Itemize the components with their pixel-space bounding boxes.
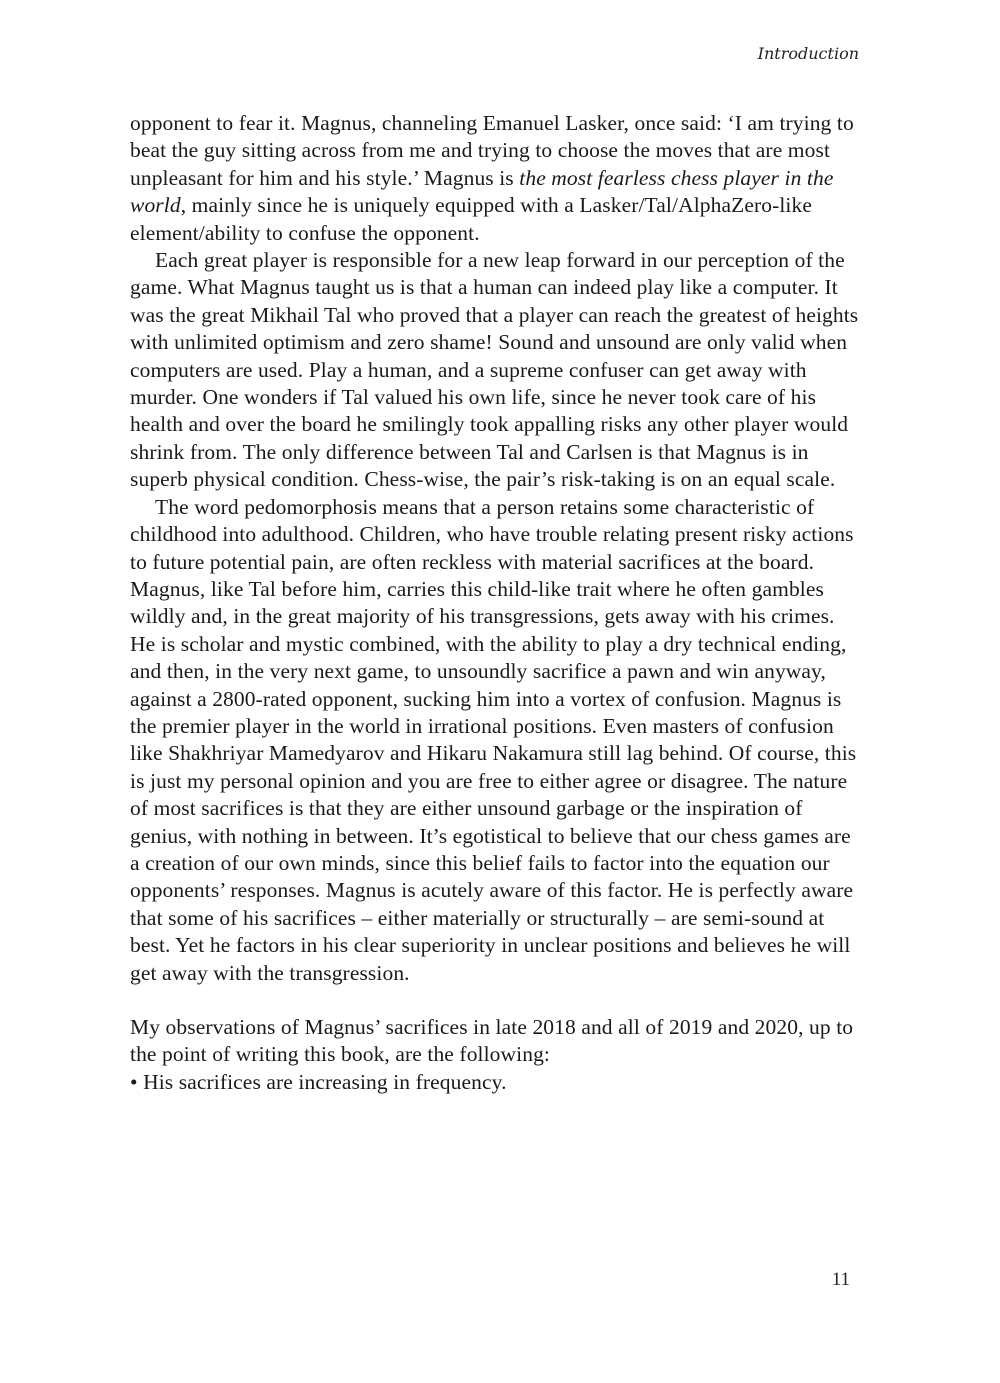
body-text bbox=[130, 110, 860, 1096]
paragraph-1-emphasis: the most fearless chess player in the world bbox=[130, 165, 834, 218]
paragraph-1 bbox=[130, 110, 860, 247]
running-head: Introduction bbox=[757, 44, 859, 63]
paragraph-3: The word pedomorphosis means that a person retains some characteristic of childhood into adulthood. Children, who have trouble relating present risky actions to future potential pain, are often reckless with material sacrifices at the board. Magnus, like Tal before him, carries this child-like trait where he often gambles wildly and, in the great majority of his transgressions, gets away with his crimes. He is scholar and mystic combined, with the ability to play a dry technical ending, and then, in the very next game, to unsoundly sacrifice a pawn and win anyway, against a 2800-rated opponent, sucking him into a vortex of confusion. Magnus is the premier player in the world in irrational positions. Even masters of confusion like Shakhriyar Mamedyarov and Hikaru Nakamura still lag behind. Of course, this is just my personal opinion and you are free to either agree or disagree. The nature of most sacrifices is that they are either unsound garbage or the inspiration of genius, with nothing in between. It’s egotistical to believe that our chess games are a creation of our own minds, since this belief fails to factor into the equation our opponents’ responses. Magnus is acutely aware of this factor. He is perfectly aware that some of his sacrifices – either materially or structurally – are semi-sound at best. Yet he factors in his clear superiority in unclear positions and believes he will get away with the transgression. bbox=[130, 494, 857, 985]
bullet-item-1: • His sacrifices are increasing in frequency. bbox=[130, 1069, 507, 1094]
page-number: 11 bbox=[831, 1269, 850, 1290]
paragraph-gap bbox=[130, 987, 860, 1014]
paragraph-4: My observations of Magnus’ sacrifices in late 2018 and all of 2019 and 2020, up to the point of writing this book, are the following: bbox=[130, 1015, 854, 1067]
paragraph-1-start: opponent to fear it. Magnus, channeling Emanuel Lasker, once said: ‘I am trying to beat the guy sitting across from me and trying to choose the moves that are most unpleasant for him and his style.’ Magnus is bbox=[130, 111, 854, 190]
paragraph-1-end: , mainly since he is uniquely equipped with a Lasker/Tal/AlphaZero-like element/ability to confuse the opponent. bbox=[130, 193, 812, 245]
paragraph-2: Each great player is responsible for a new leap forward in our perception of the game. What Magnus taught us is that a human can indeed play like a computer. It was the great Mikhail Tal who proved that a player can reach the greatest of heights with unlimited optimism and zero shame! Sound and unsound are only valid when computers are used. Play a human, and a supreme confuser can get away with murder. One wonders if Tal valued his own life, since he never took care of his health and over the board he smilingly took appalling risks any other player would shrink from. The only difference between Tal and Carlsen is that Magnus is in superb physical condition. Chess-wise, the pair’s risk-taking is on an equal scale. bbox=[130, 248, 859, 492]
